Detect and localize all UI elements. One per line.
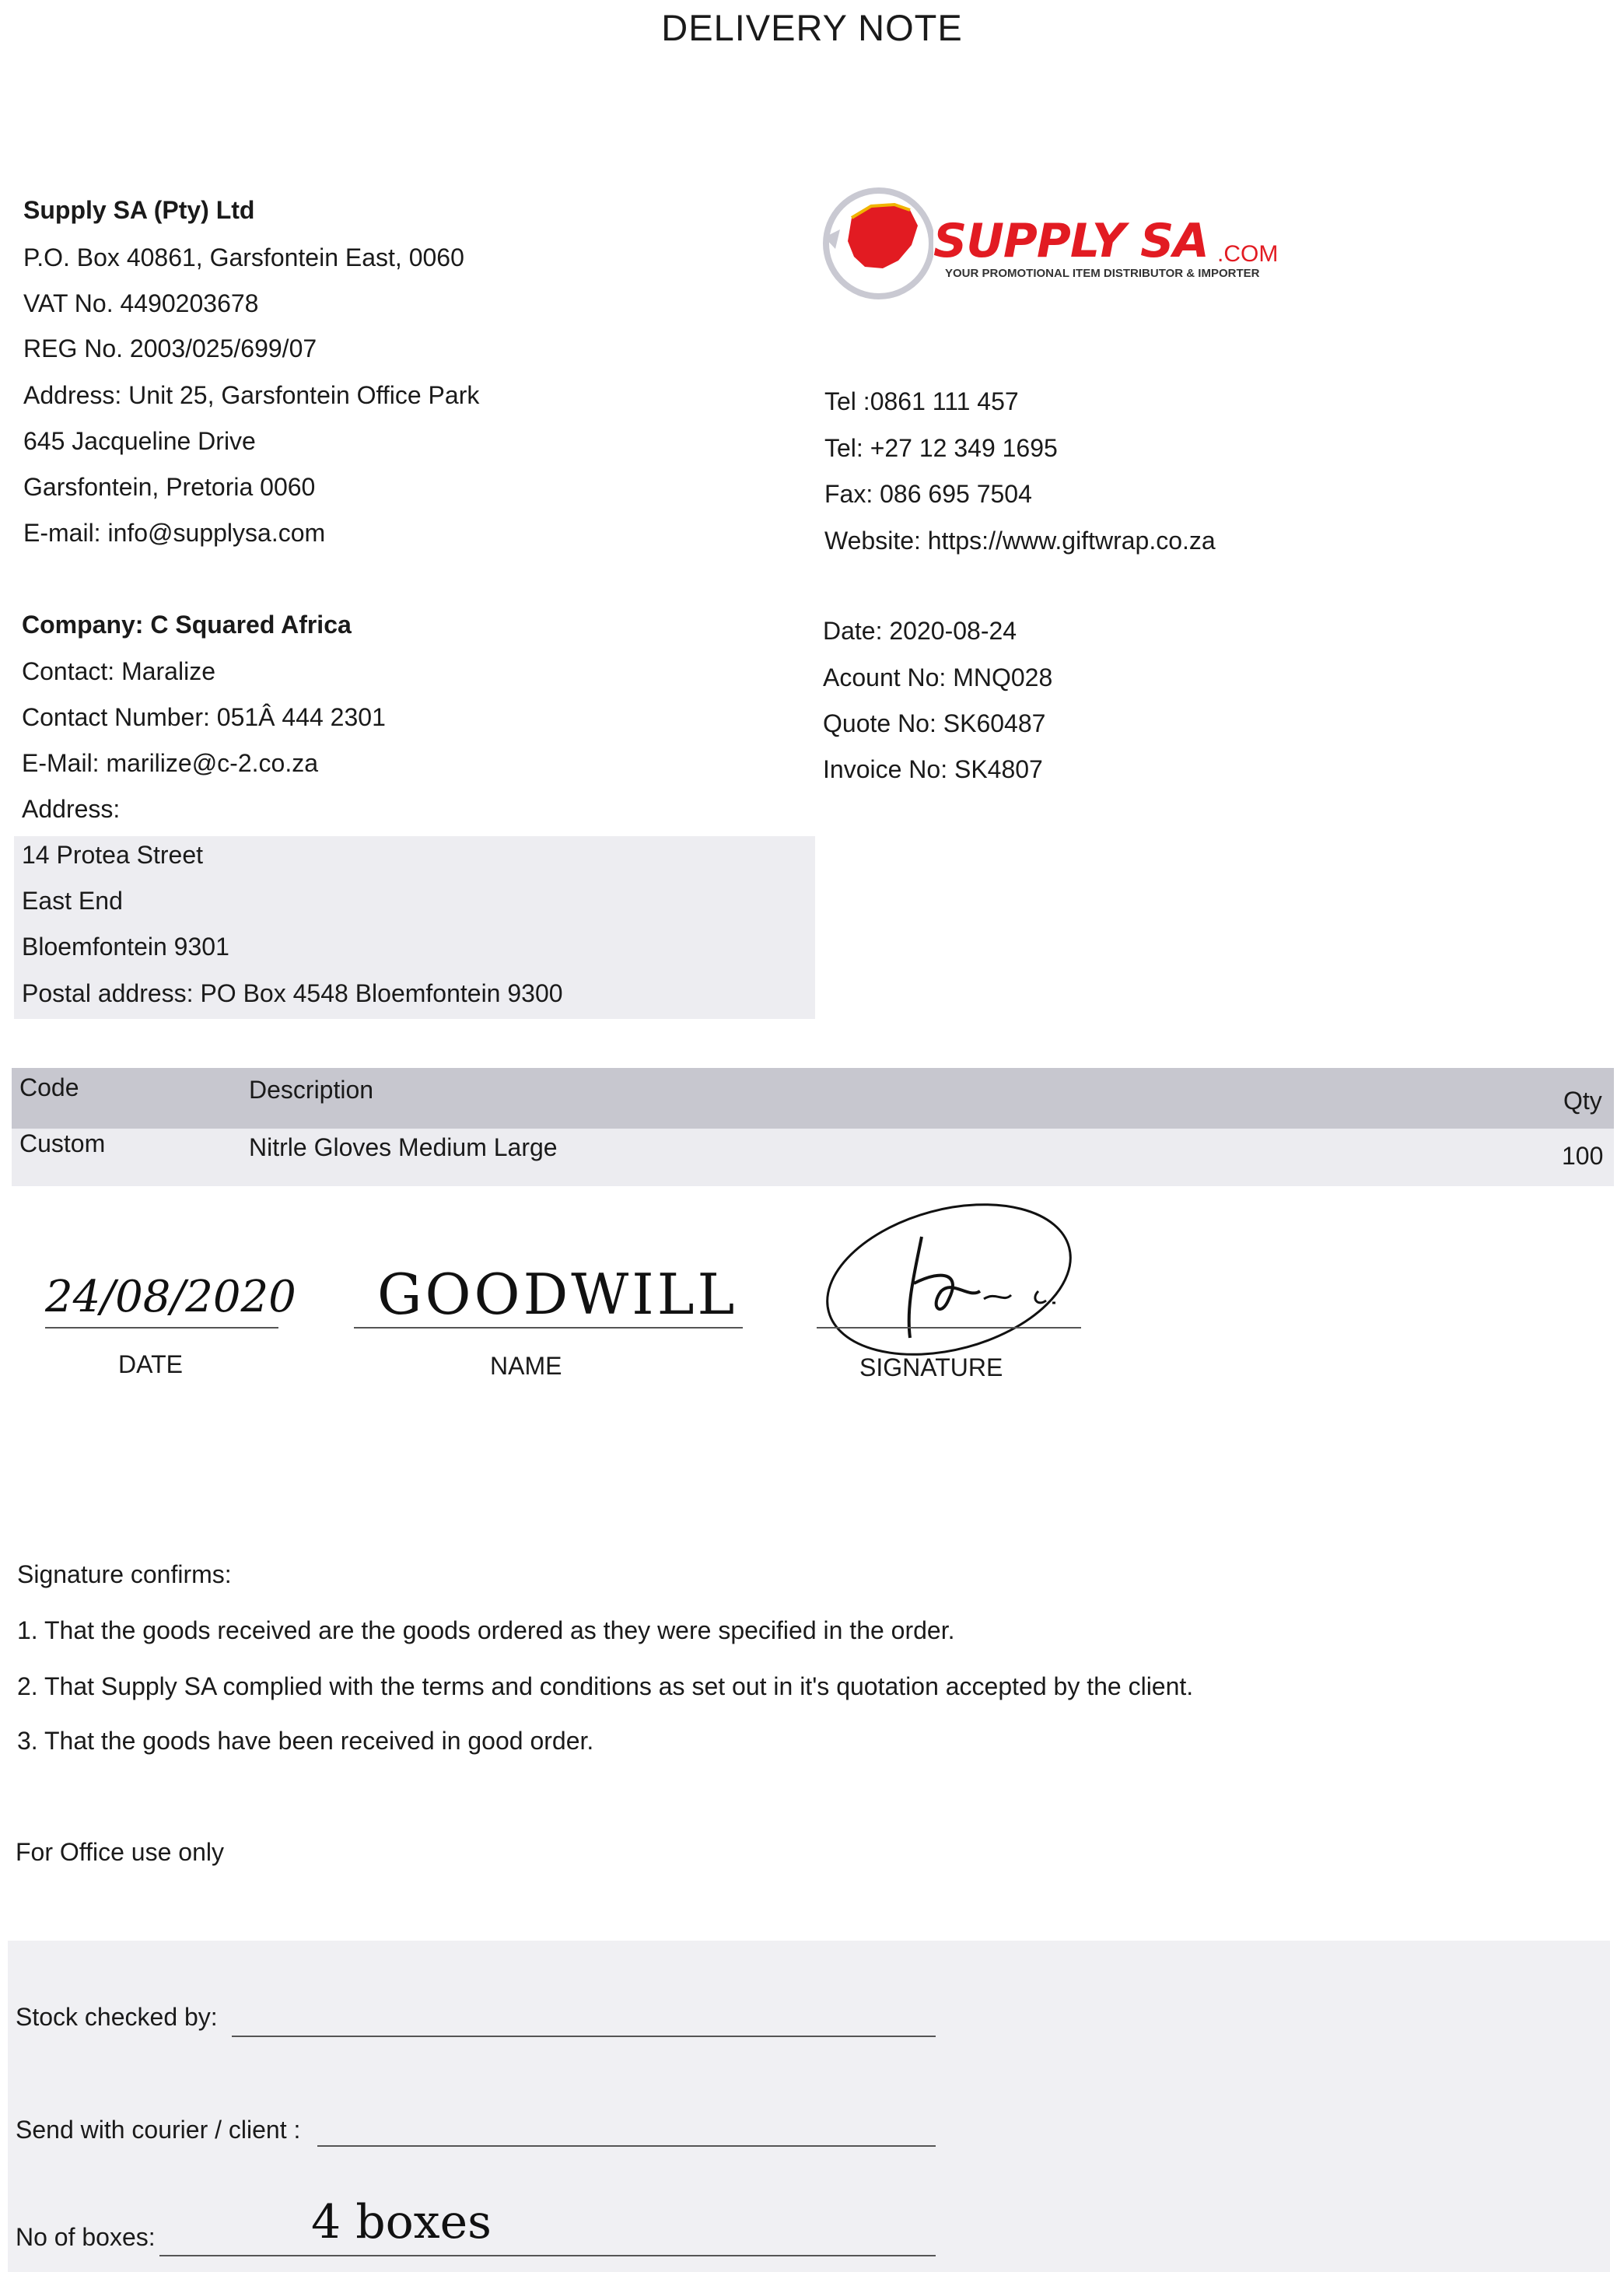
office-heading: For Office use only bbox=[16, 1838, 224, 1866]
signature-label: SIGNATURE bbox=[859, 1353, 1003, 1381]
customer-address-label: Address: bbox=[22, 795, 121, 823]
header-qty: Qty bbox=[1563, 1087, 1602, 1115]
fax: Fax: 086 695 7504 bbox=[824, 480, 1032, 508]
website: Website: https://www.giftwrap.co.za bbox=[824, 527, 1216, 555]
row-description: Nitrle Gloves Medium Large bbox=[249, 1133, 558, 1161]
tel-1: Tel :0861 111 457 bbox=[824, 387, 1019, 415]
tel-2: Tel: +27 12 349 1695 bbox=[824, 434, 1058, 462]
header-code: Code bbox=[19, 1073, 79, 1101]
date-handwritten: 24/08/2020 bbox=[45, 1272, 296, 1322]
customer-address-3: Bloemfontein 9301 bbox=[22, 933, 229, 961]
stock-checked-label: Stock checked by: bbox=[16, 2003, 218, 2031]
no-of-boxes-label: No of boxes: bbox=[16, 2223, 156, 2251]
supplier-po-box: P.O. Box 40861, Garsfontein East, 0060 bbox=[23, 243, 464, 271]
doc-date: Date: 2020-08-24 bbox=[823, 617, 1017, 645]
customer-postal-address: Postal address: PO Box 4548 Bloemfontein 9300 bbox=[22, 979, 563, 1007]
customer-email: E-Mail: marilize@c-2.co.za bbox=[22, 749, 318, 777]
customer-contact: Contact: Maralize bbox=[22, 657, 215, 685]
confirmation-heading: Signature confirms: bbox=[17, 1560, 232, 1588]
send-with-line[interactable] bbox=[317, 2145, 936, 2147]
row-qty: 100 bbox=[1562, 1142, 1604, 1170]
date-label: DATE bbox=[118, 1350, 183, 1378]
confirmation-item-1: 1. That the goods received are the goods ordered as they were specified in the order. bbox=[17, 1616, 955, 1644]
supplier-vat: VAT No. 4490203678 bbox=[23, 289, 259, 317]
name-label: NAME bbox=[490, 1352, 562, 1380]
logo-suffix: .COM bbox=[1217, 241, 1279, 267]
supplier-address-2: 645 Jacqueline Drive bbox=[23, 427, 256, 455]
date-line bbox=[45, 1327, 278, 1329]
customer-contact-number: Contact Number: 051Â 444 2301 bbox=[22, 703, 386, 731]
confirmation-item-3: 3. That the goods have been received in good order. bbox=[17, 1727, 594, 1755]
supply-sa-logo bbox=[817, 183, 1307, 307]
customer-company: Company: C Squared Africa bbox=[22, 611, 352, 639]
document-title: DELIVERY NOTE bbox=[661, 7, 963, 48]
supplier-reg: REG No. 2003/025/699/07 bbox=[23, 334, 317, 362]
name-handwritten: GOODWILL bbox=[377, 1262, 738, 1327]
doc-quote-no: Quote No: SK60487 bbox=[823, 709, 1046, 737]
signature-line bbox=[817, 1327, 1081, 1329]
supplier-address-3: Garsfontein, Pretoria 0060 bbox=[23, 473, 316, 501]
no-of-boxes-line[interactable] bbox=[159, 2255, 936, 2256]
office-use-box bbox=[8, 1941, 1610, 2272]
header-description: Description bbox=[249, 1076, 374, 1104]
supplier-address-1: Address: Unit 25, Garsfontein Office Park bbox=[23, 381, 480, 409]
boxes-handwritten: 4 boxes bbox=[311, 2195, 492, 2249]
customer-address-1: 14 Protea Street bbox=[22, 841, 204, 869]
confirmation-item-2: 2. That Supply SA complied with the terms and conditions as set out in it's quotation accepted by the client. bbox=[17, 1672, 1194, 1700]
supplier-email: E-mail: info@supplysa.com bbox=[23, 519, 326, 547]
send-with-label: Send with courier / client : bbox=[16, 2116, 301, 2144]
signature-scribble bbox=[805, 1182, 1101, 1377]
logo-brand: SUPPLY SA bbox=[933, 214, 1209, 268]
supplier-name: Supply SA (Pty) Ltd bbox=[23, 196, 255, 224]
row-code: Custom bbox=[19, 1129, 106, 1157]
doc-invoice-no: Invoice No: SK4807 bbox=[823, 755, 1043, 783]
doc-account-no: Acount No: MNQ028 bbox=[823, 663, 1053, 691]
name-line bbox=[354, 1327, 743, 1329]
logo-tagline: YOUR PROMOTIONAL ITEM DISTRIBUTOR & IMPORTER bbox=[945, 267, 1260, 280]
customer-address-2: East End bbox=[22, 887, 123, 915]
logo-map-icon bbox=[817, 183, 933, 307]
stock-checked-line[interactable] bbox=[232, 2036, 936, 2037]
